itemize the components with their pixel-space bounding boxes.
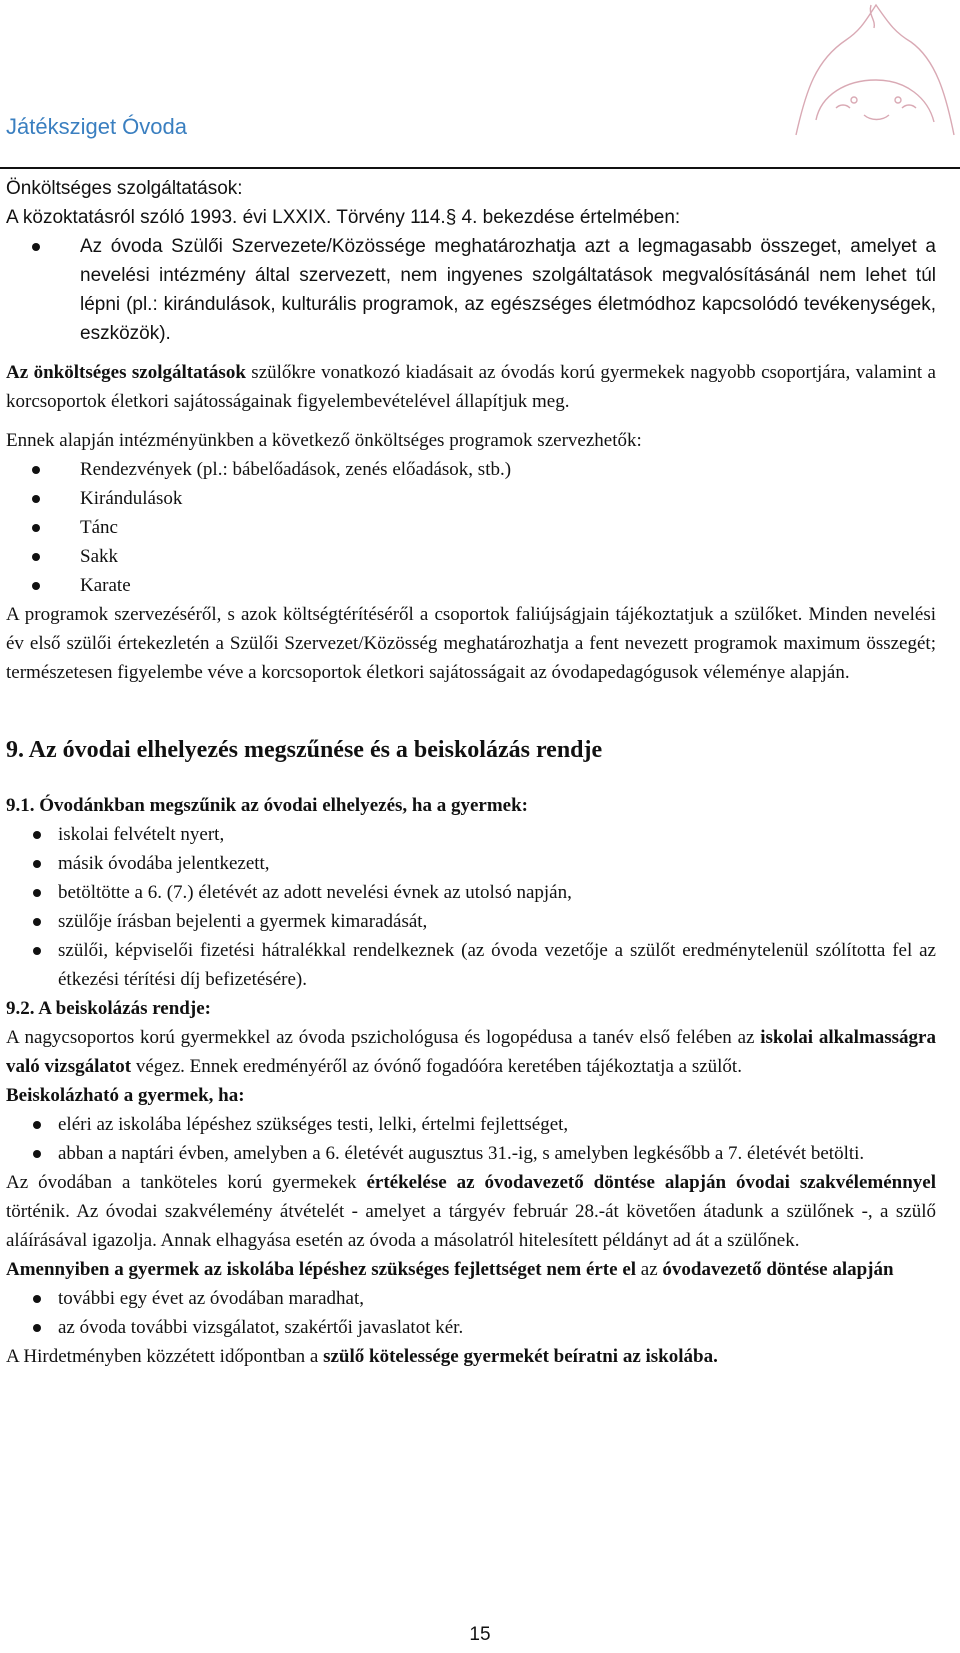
- programs-list: [6, 455, 936, 600]
- page-number: 15: [469, 1624, 491, 1645]
- list-item: eléri az iskolába lépéshez szükséges testi, lelki, értelmi fejlettséget,: [6, 1110, 936, 1139]
- programs-after: A programok szervezéséről, s azok költségtérítéséről a csoportok faliújságjain tájékoztatjuk a szülőket. Minden nevelési év első szülői értekezletén a Szülői Szervezet/Közösség meghatározhatja a fent nevezett programok maximum összegét; természetesen figyelembe véve a korcsoportok életkori sajátosságait az óvodapedagógusok véleménye alapján.: [6, 604, 936, 683]
- school-ready-heading: Beiskolázható a gyermek, ha:: [6, 1085, 245, 1106]
- not-ready-paragraph: Amennyiben a gyermek az iskolába lépéshez szükséges fejlettséget nem érte el az óvodavezető döntése alapján: [6, 1259, 894, 1280]
- not-ready-list: [6, 1284, 936, 1342]
- list-item: Karate: [6, 571, 936, 600]
- list-item: Az óvoda Szülői Szervezete/Közössége meghatározhatja azt a legmagasabb összeget, amelyet a nevelési intézmény által szervezett, nem ingyenes szolgáltatások megvalósításánál nem lehet túl lépni (pl.: kirándulások, kulturális programok, az egészséges életmódhoz kapcsolódó tevékenységek, eszközök).: [6, 232, 936, 348]
- document-body: [6, 174, 936, 1371]
- school-ready-list: [6, 1110, 936, 1168]
- list-item: Rendezvények (pl.: bábelőadások, zenés előadások, stb.): [6, 455, 936, 484]
- enrollment-paragraph: A Hirdetményben közzétett időpontban a szülő kötelessége gyermekét beíratni az iskolába.: [6, 1346, 718, 1367]
- intro-list: [6, 232, 936, 348]
- header-divider: [0, 167, 960, 169]
- list-item: további egy évet az óvodában maradhat,: [6, 1284, 936, 1313]
- list-item: az óvoda további vizsgálatot, szakértői javaslatot kér.: [6, 1313, 936, 1342]
- list-item: szülője írásban bejelenti a gyermek kimaradását,: [6, 907, 936, 936]
- section-9-1-heading: 9.1. Óvodánkban megszűnik az óvodai elhelyezés, ha a gyermek:: [6, 795, 528, 816]
- list-item: iskolai felvételt nyert,: [6, 820, 936, 849]
- school-name: Játéksziget Óvoda: [6, 114, 187, 139]
- section-9-2-heading: 9.2. A beiskolázás rendje:: [6, 998, 211, 1019]
- programs-lead: Ennek alapján intézményünkben a következő önköltséges programok szervezhetők:: [6, 430, 642, 451]
- list-item: szülői, képviselői fizetési hátralékkal rendelkeznek (az óvoda vezetője a szülőt eredménytelenül szólította fel az étkezési térítési díj befizetésére).: [6, 936, 936, 994]
- costs-paragraph: Az önköltséges szolgáltatások szülőkre vonatkozó kiadásait az óvodás korú gyermekek nagyobb csoportjára, valamint a korcsoportok életkori sajátosságainak figyelembevételével állapítjuk meg.: [6, 362, 936, 412]
- list-item: Sakk: [6, 542, 936, 571]
- list-item: Kirándulások: [6, 484, 936, 513]
- section-9-heading: 9. Az óvodai elhelyezés megszűnése és a beiskolázás rendje: [6, 737, 603, 763]
- list-item: abban a naptári évben, amelyben a 6. életévét augusztus 31.-ig, s amelyben legkésőbb a 7. életévét betölti.: [6, 1139, 936, 1168]
- intro-line-1: Önköltséges szolgáltatások:: [6, 178, 243, 199]
- child-face-logo-icon: [776, 0, 960, 142]
- list-item: betöltötte a 6. (7.) életévét az adott nevelési évnek az utolsó napján,: [6, 878, 936, 907]
- list-item: másik óvodába jelentkezett,: [6, 849, 936, 878]
- list-item: Tánc: [6, 513, 936, 542]
- school-exam-paragraph: A nagycsoportos korú gyermekkel az óvoda pszichológusa és logopédusa a tanév első felében az iskolai alkalmasságra való vizsgálatot végez. Ennek eredményéről az óvónő fogadóóra keretében tájékoztatja a szülőt.: [6, 1027, 936, 1077]
- evaluation-paragraph: Az óvodában a tanköteles korú gyermekek értékelése az óvodavezető döntése alapján óvodai szakvéleménnyel történik. Az óvodai szakvélemény átvételét - amelyet a tárgyév február 28.-át követően átadunk a szülőnek -, a szülő aláírásával igazolja. Annak elhagyása esetén az óvoda a másolatról hitelesített példányt ad át a szülőnek.: [6, 1172, 936, 1251]
- termination-list: [6, 820, 936, 994]
- intro-line-2: A közoktatásról szóló 1993. évi LXXIX. Törvény 114.§ 4. bekezdése értelmében:: [6, 207, 681, 228]
